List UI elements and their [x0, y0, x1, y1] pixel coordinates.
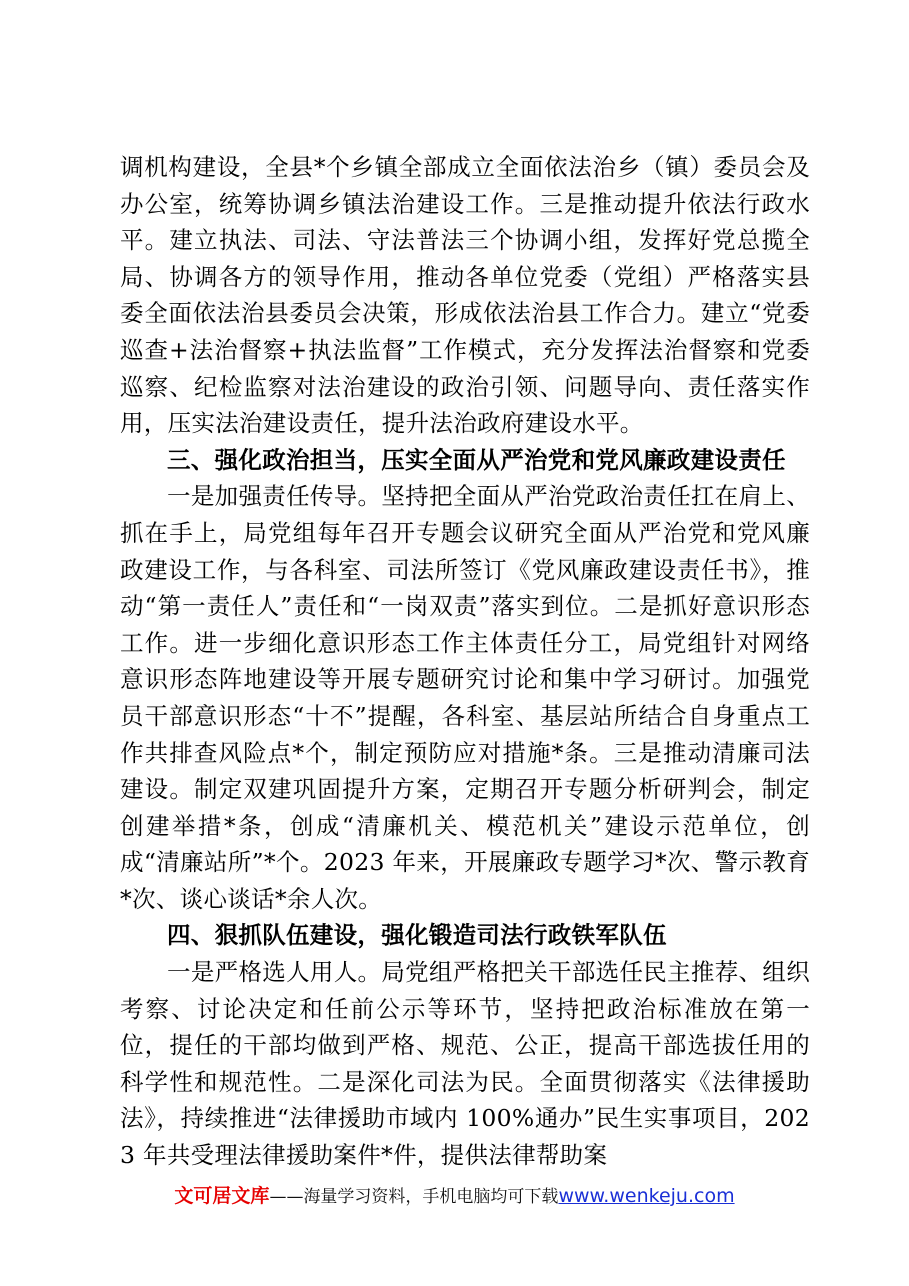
body-paragraph: 一是严格选人用人。局党组严格把关干部选任民主推荐、组织考察、讨论决定和任前公示等环节，坚持把政治标准放在第一位，提任的干部均做到严格、规范、公正，提高干部选拔任用的科学性和规范性。二是深化司法为民。全面贯彻落实《法律援助法》，持续推进“法律援助市域内 100%通办”民生实事项目，2023 年共受理法律援助案件*件，提供法律帮助案: [120, 958, 810, 1170]
body-paragraph: 调机构建设，全县*个乡镇全部成立全面依法治乡（镇）委员会及办公室，统筹协调乡镇法治建设工作。三是推动提升依法行政水平。建立执法、司法、守法普法三个协调小组，发挥好党总揽全局、协调各方的领导作用，推动各单位党委（党组）严格落实县委全面依法治县委员会决策，形成依法治县工作合力。建立“党委巡查+法治督察+执法监督”工作模式，充分发挥法治督察和党委巡察、纪检监察对法治建设的政治引领、问题导向、责任落实作用，压实法治建设责任，提升法治政府建设水平。: [120, 153, 810, 438]
section-heading: 四、狠抓队伍建设，强化锻造司法行政铁军队伍: [167, 921, 667, 950]
document-body: [120, 149, 810, 1174]
footer-brand: 文可居文库: [174, 1185, 270, 1207]
section-heading: 三、强化政治担当，压实全面从严治党和党风廉政建设责任: [167, 445, 786, 474]
body-paragraph: 一是加强责任传导。坚持把全面从严治党政治责任扛在肩上、抓在手上，局党组每年召开专题会议研究全面从严治党和党风廉政建设工作，与各科室、司法所签订《党风廉政建设责任书》，推动“第一责任人”责任和“一岗双责”落实到位。二是抓好意识形态工作。进一步细化意识形态工作主体责任分工，局党组针对网络意识形态阵地建设等开展专题研究讨论和集中学习研讨。加强党员干部意识形态“十不”提醒，各科室、基层站所结合自身重点工作共排查风险点*个，制定预防应对措施*条。三是推动清廉司法建设。制定双建巩固提升方案，定期召开专题分析研判会，制定创建举措*条，创成“清廉机关、模范机关”建设示范单位，创成“清廉站所”*个。2023 年来，开展廉政专题学习*次、警示教育*次、谈心谈话*余人次。: [120, 482, 810, 913]
footer-tagline: ——海量学习资料，手机电脑均可下载: [269, 1187, 559, 1207]
footer-link[interactable]: www.wenkeju.com: [558, 1185, 735, 1207]
footer-banner: [0, 1184, 909, 1209]
